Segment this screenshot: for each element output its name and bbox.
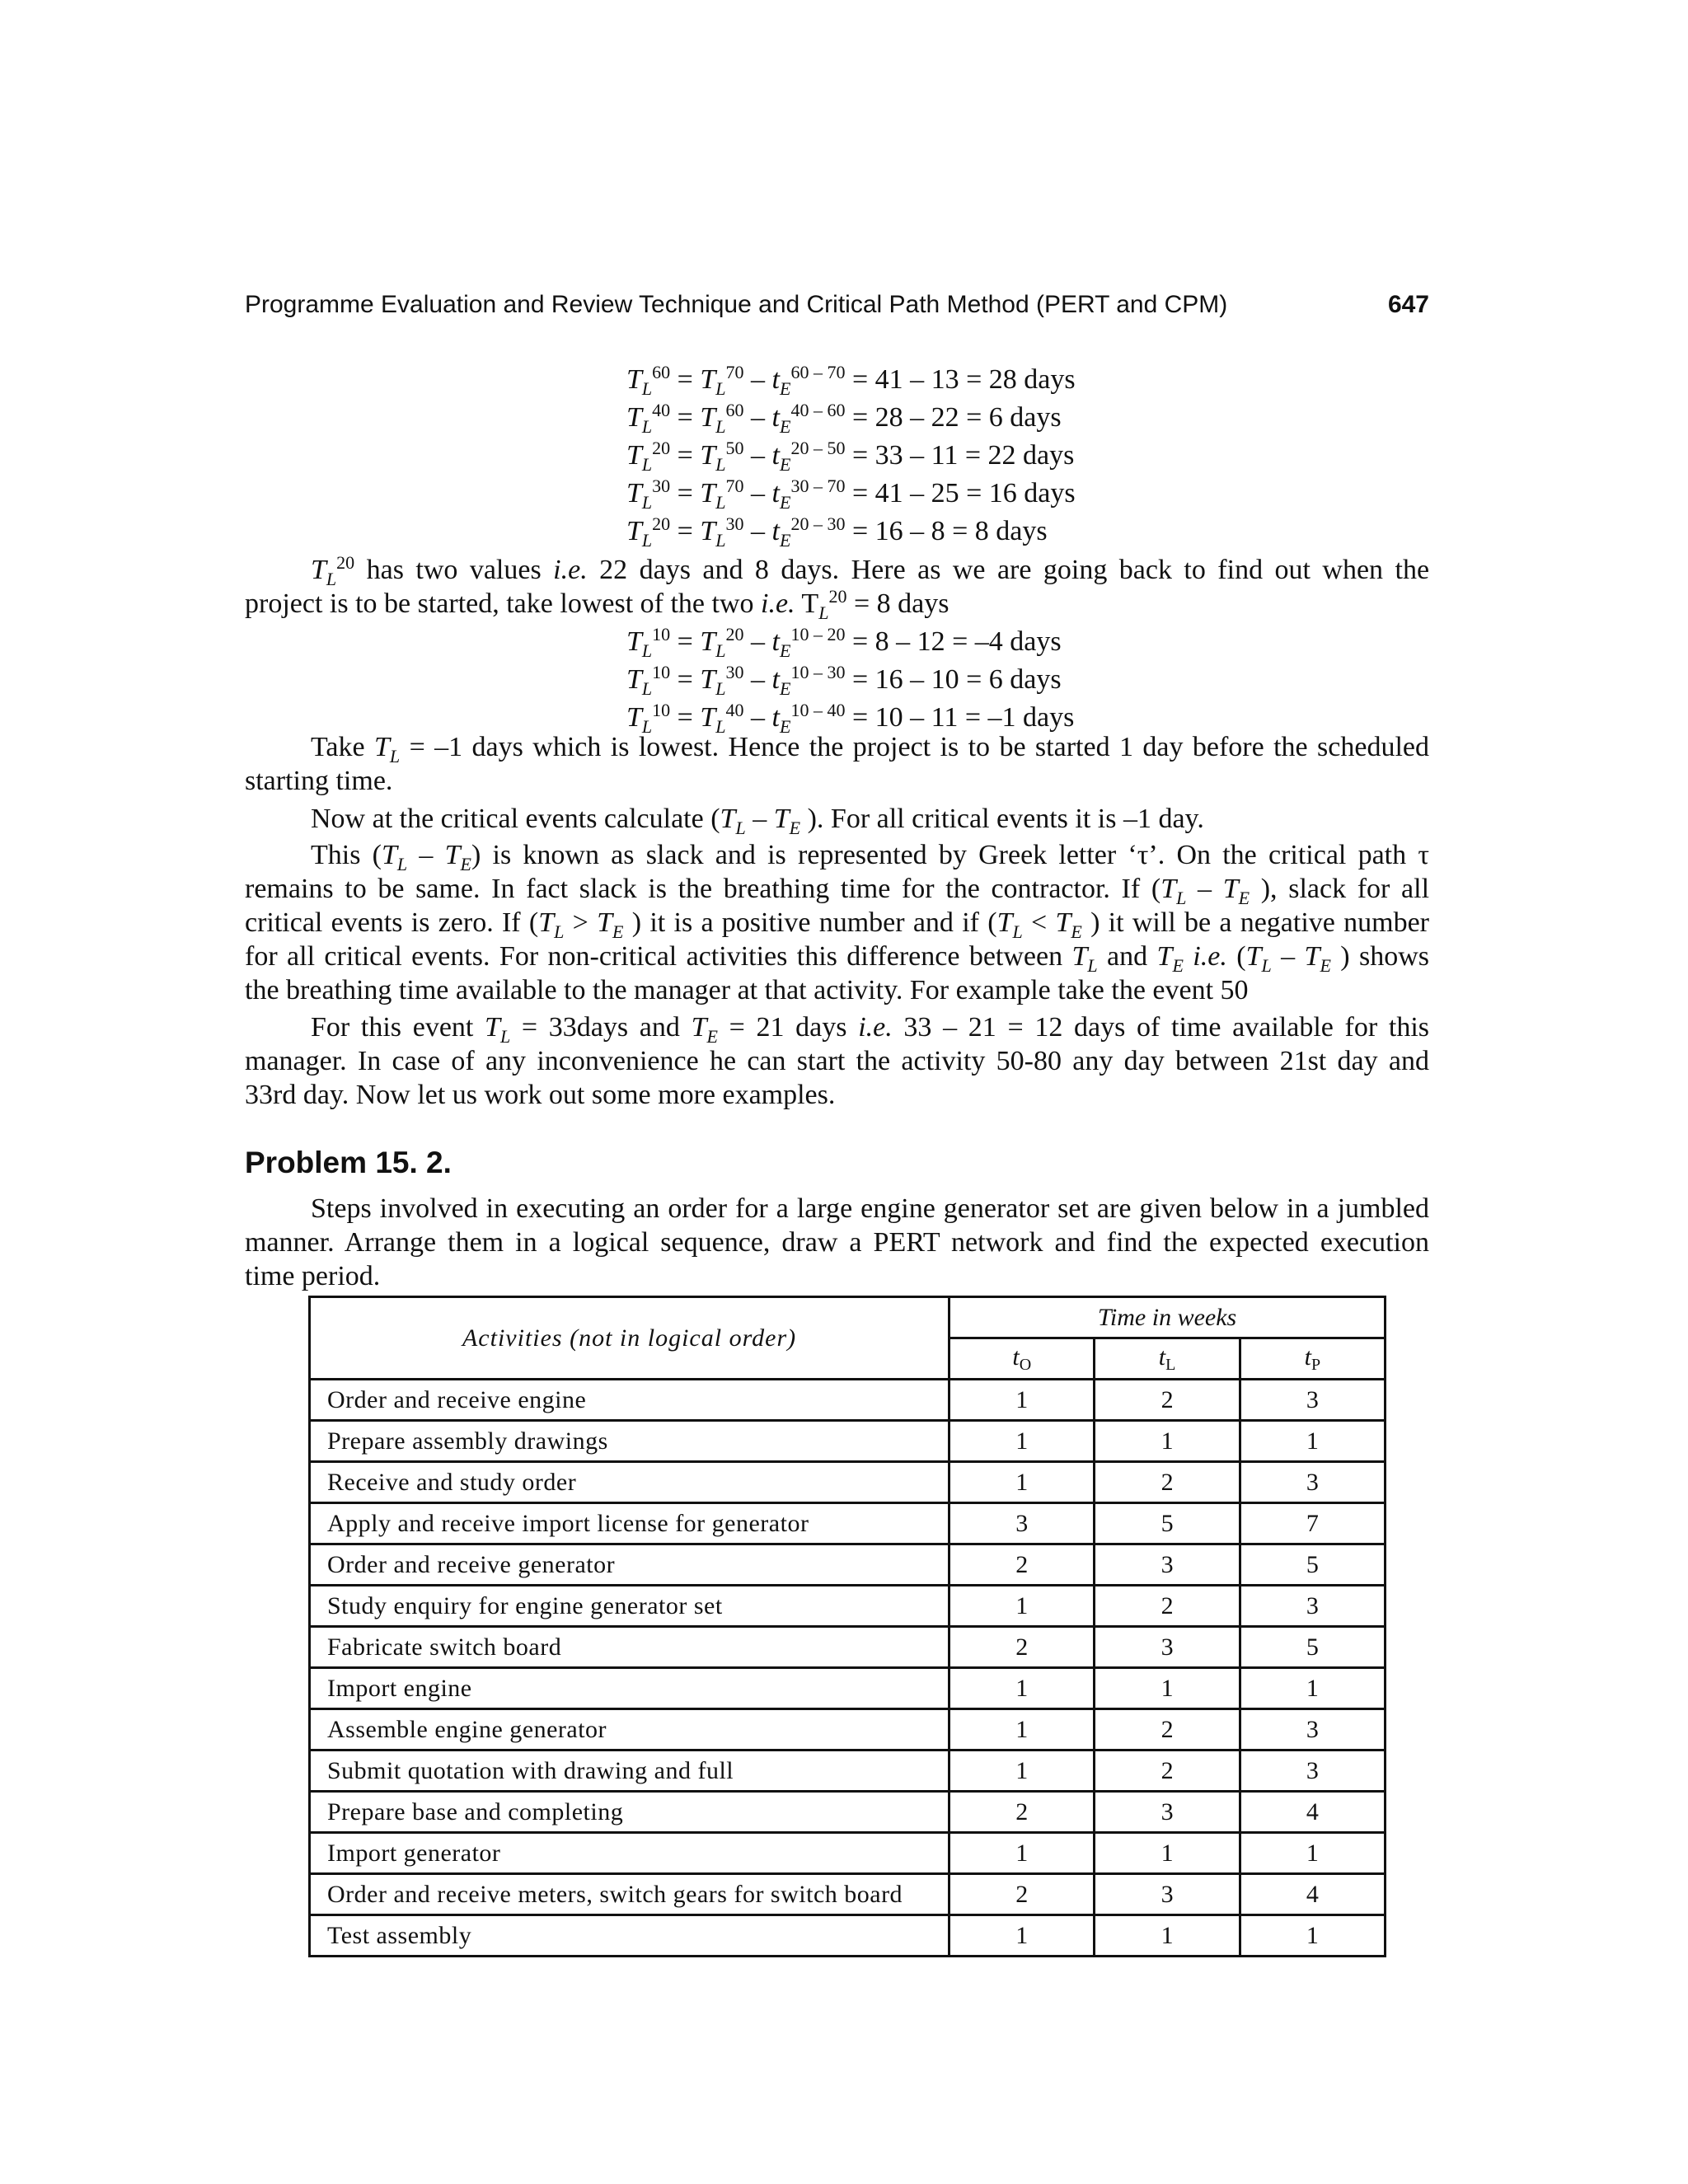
text: 33 – 21 = 12 days of time available for this	[903, 1012, 1430, 1043]
table-row	[310, 1462, 1386, 1503]
paragraph-slack: This $(T_L - T_E)$ is known as slack and is represented by Greek letter ‘τ’. On the critical path τ remains to be same. In fact slack is the breathing time for the contractor. If ($T_L - T_E$ ), slack for all critical events is zero. If ($T_L > T_E$ ) it is a positive number and if ($T_L < T_E$ ) it will be a negative number for all critical events. For non-critical activities this difference between $T_L$ and $T_E$ i.e. ($T_L - T_E$ ) shows the breathing time available to the manager at that activity. For example take the event 50	[245, 840, 1430, 1005]
likely-time-cell: 2	[1095, 1750, 1240, 1792]
pessimistic-time-cell: 3	[1240, 1586, 1385, 1627]
optimistic-time-cell: 1	[950, 1750, 1095, 1792]
likely-time-cell: 3	[1095, 1544, 1240, 1586]
text: manner. Arrange them in a logical sequence, draw a PERT network and find the expected execution	[245, 1227, 1429, 1258]
equation-line: $T_L^{10} = T_L^{20} - t_E^{10 - 20} = 8 - 12 = -4$ days	[626, 624, 1062, 661]
table-row	[310, 1750, 1386, 1792]
optimistic-time-cell: 1	[950, 1586, 1095, 1627]
optimistic-time-cell: 2	[950, 1627, 1095, 1668]
page-header	[245, 291, 1429, 324]
text: ). For all critical events it is –1 day.	[807, 804, 1204, 834]
likely-time-cell: 3	[1095, 1627, 1240, 1668]
equation-line: $T_L^{40} = T_L^{60} - t_E^{40 - 60} = 28 - 22 = 6$ days	[626, 400, 1062, 437]
table-row	[310, 1586, 1386, 1627]
table-row	[310, 1544, 1386, 1586]
pessimistic-time-header: $t_P$	[1240, 1338, 1385, 1380]
text: 30 – 70	[790, 476, 846, 496]
optimistic-time-cell: 1	[950, 1709, 1095, 1750]
text: = 28 – 22 = 6 days	[851, 402, 1062, 433]
table-row	[310, 1874, 1386, 1915]
text: = –1 days which is lowest. Hence the project is to be started 1 day before the scheduled	[409, 732, 1429, 762]
text: for all critical events. For non-critical activities this difference between	[245, 941, 1063, 972]
activity-cell: Submit quotation with drawing and full	[310, 1750, 950, 1792]
text: This (	[311, 840, 382, 870]
pessimistic-time-cell: 1	[1240, 1421, 1385, 1462]
equation-line: $T_L^{60} = T_L^{70} - t_E^{60 - 70} = 41 - 13 = 28$ days	[626, 362, 1076, 399]
running-title: Programme Evaluation and Review Technique and Critical Path Method (PERT and CPM)	[245, 291, 1228, 318]
activity-cell: Prepare base and completing	[310, 1792, 950, 1833]
paragraph-critical-events: Now at the critical events calculate ($T_L - T_E$ ). For all critical events it is –1 day.	[311, 804, 1204, 838]
text: 40 – 60	[790, 400, 846, 420]
text: ) it is a positive number and if (	[631, 907, 997, 938]
pessimistic-time-cell: 4	[1240, 1792, 1385, 1833]
likely-time-cell: 5	[1095, 1503, 1240, 1544]
optimistic-time-cell: 1	[950, 1462, 1095, 1503]
equation-line: $T_L^{20} = T_L^{30} - t_E^{20 - 30} = 16 - 8 = 8$ days	[626, 513, 1048, 551]
text: Steps involved in executing an order for a large engine generator set are given below in a jumbled	[311, 1193, 1429, 1224]
text: 33rd day. Now let us work out some more examples.	[245, 1080, 836, 1110]
text: 20 – 30	[790, 513, 846, 534]
text: 60 – 70	[790, 362, 846, 382]
optimistic-time-cell: 1	[950, 1668, 1095, 1709]
equation-line: $T_L^{10} = T_L^{30} - t_E^{10 - 30} = 16 - 10 = 6$ days	[626, 662, 1062, 699]
text: = 33days and	[521, 1012, 680, 1043]
activity-cell: Study enquiry for engine generator set	[310, 1586, 950, 1627]
likely-time-cell: 3	[1095, 1792, 1240, 1833]
table-row	[310, 1709, 1386, 1750]
pessimistic-time-cell: 3	[1240, 1750, 1385, 1792]
likely-time-cell: 1	[1095, 1421, 1240, 1462]
text: time period.	[245, 1261, 381, 1291]
pessimistic-time-cell: 7	[1240, 1503, 1385, 1544]
activity-cell: Assemble engine generator	[310, 1709, 950, 1750]
paragraph-event-50: For this event $T_L$ = 33days and $T_E = 21$ days i.e. 33 – 21 = 12 days of time available for this manager. In case of any inconvenience he can start the activity 50-80 any day between 21st day and 33rd day. Now let us work out some more examples.	[245, 1012, 1430, 1110]
text: 60	[652, 362, 671, 382]
activity-cell: Order and receive engine	[310, 1380, 950, 1421]
text: remains to be same. In fact slack is the breathing time for the contractor. If (	[245, 874, 1161, 904]
text: 70	[725, 476, 744, 496]
text: starting time.	[245, 766, 393, 796]
optimistic-time-cell: 1	[950, 1833, 1095, 1874]
likely-time-cell: 2	[1095, 1380, 1240, 1421]
text: 40	[725, 700, 744, 720]
text: 20	[652, 438, 671, 458]
text: Now at the critical events calculate (	[311, 804, 720, 834]
text: and	[1107, 941, 1148, 972]
table-row	[310, 1668, 1386, 1709]
likely-time-cell: 1	[1095, 1833, 1240, 1874]
activities-header: Activities (not in logical order)	[310, 1297, 950, 1380]
text: O	[1019, 1355, 1032, 1374]
likely-time-cell: 2	[1095, 1586, 1240, 1627]
likely-time-cell: 1	[1095, 1668, 1240, 1709]
text: manager. In case of any inconvenience he can start the activity 50-80 any day between 21st day and	[245, 1046, 1429, 1076]
text: 30	[652, 476, 671, 496]
text: i.e.	[858, 1012, 893, 1043]
text: 30	[725, 513, 744, 534]
pessimistic-time-cell: 3	[1240, 1462, 1385, 1503]
table-row	[310, 1380, 1386, 1421]
likely-time-cell: 2	[1095, 1709, 1240, 1750]
text: 40	[652, 400, 671, 420]
text: i.e.	[553, 555, 588, 585]
text: 20 – 50	[790, 438, 846, 458]
table-row	[310, 1503, 1386, 1544]
text: i.e.	[761, 588, 795, 619]
text: 10	[652, 662, 671, 682]
equation-line: $T_L^{20} = T_L^{50} - t_E^{20 - 50} = 33 - 11 = 22$ days	[626, 438, 1075, 475]
optimistic-time-cell: 2	[950, 1792, 1095, 1833]
text: 10 – 40	[790, 700, 846, 720]
optimistic-time-header: $t_O$	[950, 1338, 1095, 1380]
table-row	[310, 1915, 1386, 1957]
text: = 16 – 8 = 8 days	[851, 516, 1048, 546]
likely-time-cell: 1	[1095, 1915, 1240, 1957]
optimistic-time-cell: 1	[950, 1915, 1095, 1957]
text: = 16 – 10 = 6 days	[851, 664, 1062, 695]
equation-line: $T_L^{10} = T_L^{40} - t_E^{10 - 40} = 10 - 11 = -1$ days	[626, 700, 1075, 737]
activity-cell: Fabricate switch board	[310, 1627, 950, 1668]
activity-cell: Receive and study order	[310, 1462, 950, 1503]
pessimistic-time-cell: 1	[1240, 1915, 1385, 1957]
text: = 33 – 11 = 22 days	[851, 440, 1075, 471]
text: ), slack for all	[1260, 874, 1430, 904]
text: 10 – 20	[790, 624, 846, 644]
text: = 8 days	[853, 588, 950, 619]
optimistic-time-cell: 2	[950, 1874, 1095, 1915]
table-row	[310, 1421, 1386, 1462]
activity-cell: Order and receive meters, switch gears for switch board	[310, 1874, 950, 1915]
text: 10	[652, 700, 671, 720]
text: For this event	[311, 1012, 474, 1043]
optimistic-time-cell: 2	[950, 1544, 1095, 1586]
paragraph-take-lowest: Take $T_L = -1$ days which is lowest. Hence the project is to be started 1 day before the scheduled starting time.	[245, 732, 1429, 796]
activity-time-table	[308, 1296, 1386, 1957]
text: 20	[652, 513, 671, 534]
likely-time-cell: 2	[1095, 1462, 1240, 1503]
text: 10	[652, 624, 671, 644]
pessimistic-time-cell: 5	[1240, 1544, 1385, 1586]
text: = 21 days	[729, 1012, 847, 1043]
activity-cell: Prepare assembly drawings	[310, 1421, 950, 1462]
table-row	[310, 1627, 1386, 1668]
time-header: Time in weeks	[950, 1297, 1386, 1338]
text: 22 days and 8 days. Here as we are going back to find out when the	[599, 555, 1430, 585]
text: L	[1165, 1355, 1176, 1374]
pessimistic-time-cell: 3	[1240, 1380, 1385, 1421]
text: = 10 – 11 = –1 days	[851, 702, 1075, 733]
activity-cell: Order and receive generator	[310, 1544, 950, 1586]
text: = 41 – 25 = 16 days	[851, 478, 1076, 509]
pessimistic-time-cell: 5	[1240, 1627, 1385, 1668]
text: the breathing time available to the manager at that activity. For example take the event 50	[245, 975, 1249, 1005]
text: ) it will be a negative number	[1090, 907, 1429, 938]
page-number: 647	[1387, 291, 1429, 318]
problem-statement	[245, 1192, 1429, 1293]
text: i.e.	[1193, 941, 1227, 972]
text: 10 – 30	[790, 662, 846, 682]
likely-time-cell: 3	[1095, 1874, 1240, 1915]
text: has two values	[366, 555, 542, 585]
pessimistic-time-cell: 1	[1240, 1668, 1385, 1709]
text: P	[1311, 1355, 1321, 1374]
activity-cell: Import engine	[310, 1668, 950, 1709]
activity-cell: Test assembly	[310, 1915, 950, 1957]
table-row	[310, 1792, 1386, 1833]
text: = 8 – 12 = –4 days	[851, 626, 1062, 657]
pessimistic-time-cell: 1	[1240, 1833, 1385, 1874]
text: 70	[725, 362, 744, 382]
optimistic-time-cell: 3	[950, 1503, 1095, 1544]
text: 60	[725, 400, 744, 420]
activity-cell: Apply and receive import license for generator	[310, 1503, 950, 1544]
text: critical events is zero. If (	[245, 907, 539, 938]
text: = 41 – 13 = 28 days	[851, 364, 1076, 395]
pessimistic-time-cell: 3	[1240, 1709, 1385, 1750]
text: project is to be started, take lowest of the two	[245, 588, 754, 619]
text: Take	[311, 732, 365, 762]
optimistic-time-cell: 1	[950, 1421, 1095, 1462]
text: ) is known as slack and is represented by Greek letter ‘τ’. On the critical path τ	[471, 840, 1429, 870]
text: 20	[725, 624, 744, 644]
pessimistic-time-cell: 4	[1240, 1874, 1385, 1915]
paragraph-two-values: $T_L^{20}$ has two values i.e. 22 days and 8 days. Here as we are going back to find out when the project is to be started, take lowest of the two i.e. $T_L^{20} = 8$ days	[245, 552, 1430, 623]
optimistic-time-cell: 1	[950, 1380, 1095, 1421]
problem-heading: Problem 15. 2.	[245, 1146, 452, 1179]
activity-cell: Import generator	[310, 1833, 950, 1874]
text: 30	[725, 662, 744, 682]
table-row	[310, 1833, 1386, 1874]
likely-time-header: $t_L$	[1095, 1338, 1240, 1380]
equation-line: $T_L^{30} = T_L^{70} - t_E^{30 - 70} = 41 - 25 = 16$ days	[626, 476, 1076, 513]
text: ) shows	[1340, 941, 1430, 972]
text: 50	[725, 438, 744, 458]
